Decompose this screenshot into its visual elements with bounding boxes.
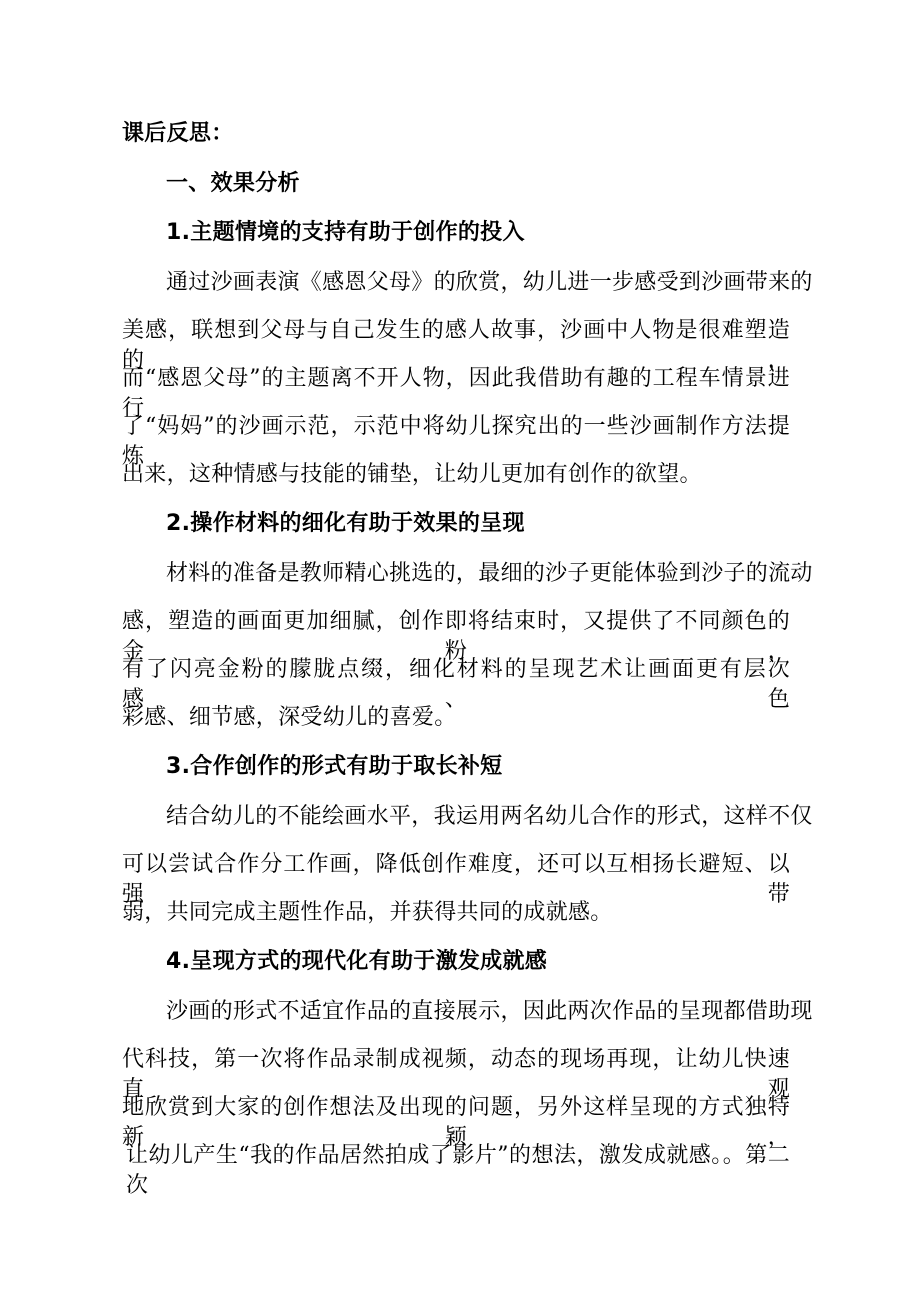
section-title-effect-analysis: 一、效果分析 xyxy=(166,171,300,196)
item-2-line-4: 彩感、细节感，深受幼儿的喜爱。 xyxy=(122,705,457,730)
item-1-line-4: 了“妈妈”的沙画示范，示范中将幼儿探究出的一些沙画制作方法提炼 xyxy=(122,414,790,469)
item-1-line-5: 出来，这种情感与技能的铺垫，让幼儿更加有创作的欲望。 xyxy=(122,462,702,487)
item-2-line-1: 材料的准备是教师精心挑选的，最细的沙子更能体验到沙子的流动 xyxy=(166,561,813,586)
item-3-line-1: 结合幼儿的不能绘画水平，我运用两名幼儿合作的形式，这样不仅 xyxy=(166,804,813,829)
item-1-title: 1.主题情境的支持有助于创作的投入 xyxy=(166,220,525,245)
item-4-title: 4.呈现方式的现代化有助于激发成就感 xyxy=(166,949,548,974)
item-1-line-1: 通过沙画表演《感恩父母》的欣赏，幼儿进一步感受到沙画带来的 xyxy=(166,270,813,295)
item-4-line-3: 地欣赏到大家的创作想法及出现的问题，另外这样呈现的方式独特新颖， xyxy=(122,1095,790,1150)
item-2-title: 2.操作材料的细化有助于效果的呈现 xyxy=(166,511,525,536)
item-1-line-2: 美感，联想到父母与自己发生的感人故事，沙画中人物是很难塑造的， xyxy=(122,318,790,373)
item-3-title: 3.合作创作的形式有助于取长补短 xyxy=(166,754,503,779)
item-4-line-2: 代科技，第一次将作品录制成视频，动态的现场再现，让幼儿快速直观 xyxy=(122,1047,790,1102)
reflection-heading: 课后反思： xyxy=(122,121,234,146)
item-4-line-1: 沙画的形式不适宜作品的直接展示，因此两次作品的呈现都借助现 xyxy=(166,999,813,1024)
item-2-line-3: 有了闪亮金粉的朦胧点缀，细化材料的呈现艺术让画面更有层次感、色 xyxy=(122,657,790,712)
item-4-line-4: 让幼儿产生“我的作品居然拍成了影片”的想法，激发成就感。。第二次 xyxy=(126,1143,790,1198)
item-3-line-3: 弱，共同完成主题性作品，并获得共同的成就感。 xyxy=(122,900,613,925)
item-1-line-3: 而“感恩父母”的主题离不开人物，因此我借助有趣的工程车情景进行 xyxy=(122,366,790,421)
item-2-line-2: 感，塑造的画面更加细腻，创作即将结束时，又提供了不同颜色的金粉， xyxy=(122,609,790,664)
item-3-line-2: 可以尝试合作分工作画，降低创作难度，还可以互相扬长避短、以强带 xyxy=(122,852,790,907)
